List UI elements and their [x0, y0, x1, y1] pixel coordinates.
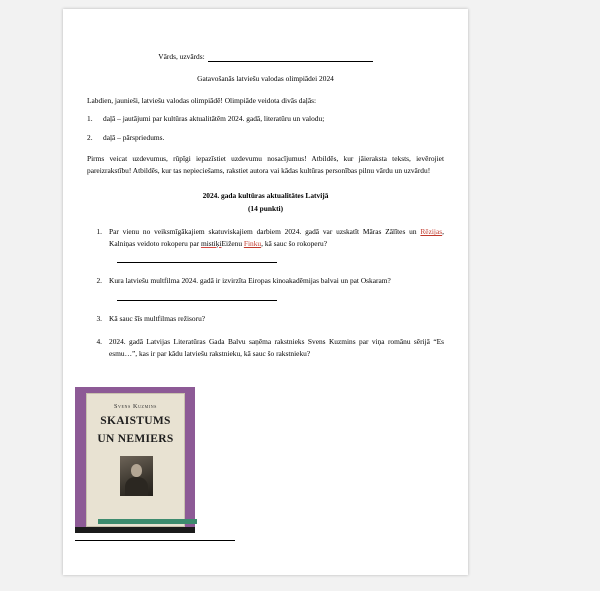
book-author: Svens Kuzmins: [113, 403, 158, 410]
name-field-blank[interactable]: [208, 53, 373, 62]
name-field-label: Vārds, uzvārds:: [158, 52, 205, 61]
book-title-line2: UN NEMIERS: [97, 433, 174, 446]
spellcheck-word-mistiki: mistiķi: [200, 238, 222, 248]
question-text-part: Par vienu no veiksmīgākajiem skatuviskajiem darbiem 2024. gadā var uzskatīt Māras Zālītes un: [109, 227, 421, 237]
question-text: Kura latviešu multfilma 2024. gadā ir izvirzīta Eiropas kinoakadēmijas balvai un pat Oskaram?: [109, 276, 391, 286]
part-item-1: [87, 113, 444, 124]
question-item-3: [87, 313, 444, 324]
question-number: 2.: [96, 276, 102, 286]
document-heading: Gatavošanās latviešu valodas olimpiādei 2024: [197, 74, 334, 84]
answer-line-1[interactable]: [117, 261, 277, 263]
book-cover-image: [75, 387, 195, 533]
questions-list: [87, 226, 444, 359]
book-cover-front: [86, 393, 185, 527]
part-number: 1.: [87, 114, 93, 124]
name-field-row: [87, 51, 444, 62]
question-text: [109, 226, 444, 249]
question-item-2: [87, 275, 444, 286]
intro-paragraph: Labdien, jaunieši, latviešu valodas olimpiādē! Olimpiāde veidota divās daļās:: [87, 95, 317, 105]
instructions-paragraph: Pirms veicat uzdevumus, rūpīgi iepazīstiet uzdevumu nosacījumus! Atbildēs, kur jāieraksta teksts, ievērojiet pareizrakstību! Atbildēs, kur tas nepieciešams, rakstiet autora vai kādas kultūras personības pilnu vārdu un uzvārdu!: [87, 154, 444, 175]
question-text: 2024. gadā Latvijas Literatūras Gada Balvu saņēma rakstnieks Svens Kuzmins par viņa romānu sērijā “Es esmu…”, kas ir par kādu latviešu rakstnieku, kā sauc šo rakstnieku?: [109, 337, 444, 358]
spellcheck-word-rezijas: Rēzijas: [420, 227, 443, 237]
section-points: (14 punkti): [247, 203, 284, 213]
question-number: 4.: [96, 337, 102, 347]
portrait-head: [131, 464, 142, 477]
spellcheck-word-finku: Finku: [243, 238, 262, 248]
book-bottom-bar: [75, 527, 195, 533]
author-portrait: [120, 456, 153, 496]
book-title-line1: SKAISTUMS: [100, 415, 171, 427]
question-text-part: , kā sauc šo rokoperu?: [261, 238, 328, 248]
answer-line-2[interactable]: [117, 299, 277, 301]
question-item-1: [87, 226, 444, 249]
question-number: 1.: [96, 227, 102, 237]
part-number: 2.: [87, 132, 93, 142]
part-text: daļā – pārspriedums.: [103, 132, 165, 142]
part-item-2: [87, 132, 444, 143]
question-text: Kā sauc šīs multfilmas režisoru?: [109, 313, 206, 323]
answer-line-4[interactable]: [75, 540, 235, 541]
part-text: daļā – jautājumi par kultūras aktualitātēm 2024. gadā, literatūru un valodu;: [103, 114, 325, 124]
book-footer-band: [98, 519, 197, 524]
question-item-4: [87, 336, 444, 359]
section-title: 2024. gada kultūras aktualitātes Latvijā: [202, 191, 329, 201]
question-text-part: , Kalniņas veidoto rokoperu par: [109, 227, 444, 248]
document-body: [87, 51, 444, 359]
portrait-body: [125, 477, 148, 496]
question-number: 3.: [96, 313, 102, 323]
question-text-part: Eiženu: [221, 238, 244, 248]
